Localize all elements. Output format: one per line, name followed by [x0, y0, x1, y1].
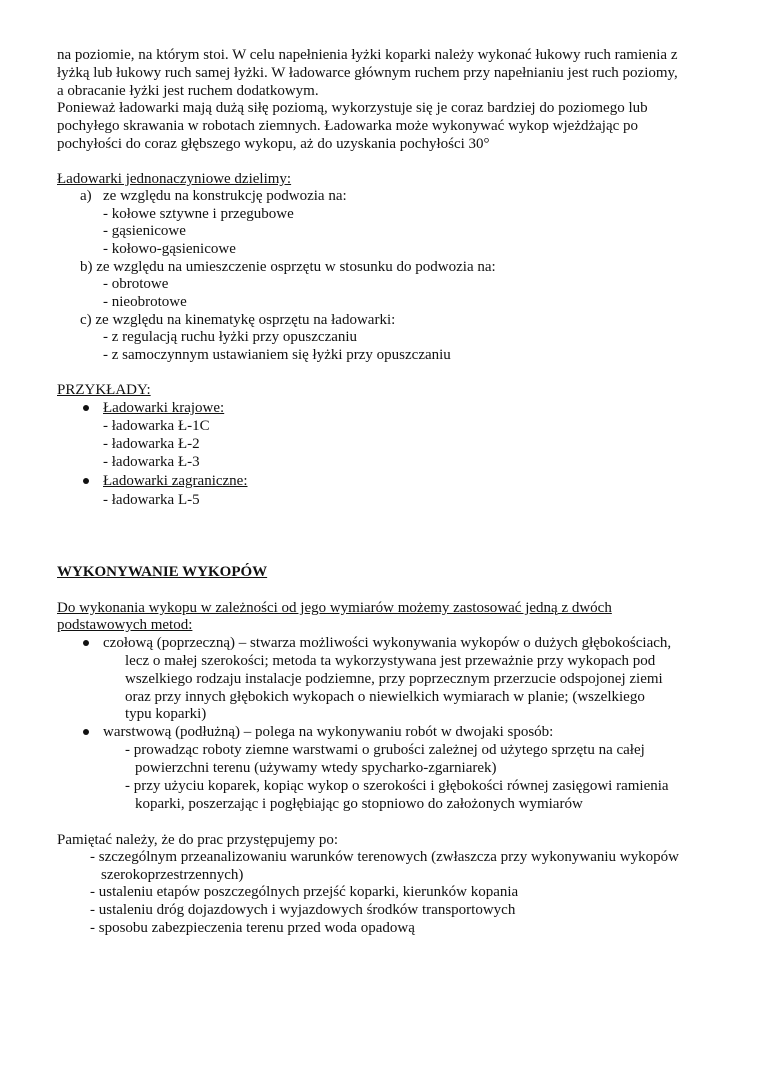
list-item: - gąsienicowe — [103, 223, 186, 239]
intro-line: a obracanie łyżki jest ruchem dodatkowym. — [57, 83, 319, 99]
layered-method-line: - prowadząc roboty ziemne warstwami o grubości zależnej od użytego sprzętu na całej — [125, 742, 645, 758]
examples-heading: PRZYKŁADY: — [57, 382, 151, 398]
list-item: - kołowo-gąsienicowe — [103, 241, 236, 257]
bullet-icon — [83, 729, 89, 735]
frontal-method-line: czołową (poprzeczną) – stwarza możliwości wykonywania wykopów o dużych głębokościach, — [103, 635, 672, 651]
layered-method-label: warstwową (podłużną) – polega na wykonywaniu robót w dwojaki sposób: — [103, 724, 554, 740]
section-heading: WYKONYWANIE WYKOPÓW — [57, 564, 268, 580]
layered-method-line: koparki, poszerzając i pogłębiając go stopniowo do założonych wymiarów — [135, 796, 583, 812]
excavation-intro-line: podstawowych metod: — [57, 617, 193, 633]
list-item: - ładowarka Ł-1C — [103, 418, 210, 434]
list-item: - nieobrotowe — [103, 294, 187, 310]
frontal-method-line: lecz o małej szerokości; metoda ta wykorzystywana jest przeważnie przy wykopach pod — [125, 653, 656, 669]
layered-method-line: powierzchni terenu (używamy wtedy spycharko-zgarniarek) — [135, 760, 497, 776]
list-item: - szczególnym przeanalizowaniu warunków terenowych (zwłaszcza przy wykonywaniu wykopów — [90, 849, 679, 865]
intro-line: na poziomie, na którym stoi. W celu napełnienia łyżki koparki należy wykonać łukowy ruch ramienia z — [57, 47, 678, 63]
list-item: - sposobu zabezpieczenia terenu przed woda opadową — [90, 920, 415, 936]
classification-a-label: ze względu na konstrukcję podwozia na: — [103, 188, 347, 204]
bullet-icon — [83, 640, 89, 646]
layered-method-line: - przy użyciu koparek, kopiąc wykop o szerokości i głębokości równej zasięgowi ramienia — [125, 778, 669, 794]
intro-line: łyżką lub łukowy ruch samej łyżki. W ładowarce głównym ruchem przy napełnianiu jest ruch poziomy, — [57, 65, 678, 81]
list-item: - ustaleniu etapów poszczególnych przejść koparki, kierunków kopania — [90, 884, 519, 900]
intro-line: Ponieważ ładowarki mają dużą siłę poziomą, wykorzystuje się je coraz bardziej do poziomego lub — [57, 100, 648, 116]
frontal-method-line: oraz przy innych głębokich wykopach o niewielkich wymiarach w planie; (wszelkiego — [125, 689, 645, 705]
list-item: - kołowe sztywne i przegubowe — [103, 206, 294, 222]
list-item: szerokoprzestrzennych) — [101, 867, 244, 883]
list-item: - ładowarka Ł-2 — [103, 436, 200, 452]
foreign-label: Ładowarki zagraniczne: — [103, 473, 248, 489]
bullet-icon — [83, 405, 89, 411]
list-item: - obrotowe — [103, 276, 169, 292]
frontal-method-line: typu koparki) — [125, 706, 207, 722]
classification-heading: Ładowarki jednonaczyniowe dzielimy: — [57, 171, 292, 187]
intro-line: pochyłości do coraz głębszego wykopu, aż do uzyskania pochyłości 30° — [57, 136, 490, 152]
bullet-icon — [83, 478, 89, 484]
intro-line: pochyłego skrawania w robotach ziemnych. Ładowarka może wykonywać wykop wjeżdżając po — [57, 118, 639, 134]
excavation-intro-line: Do wykonania wykopu w zależności od jego wymiarów możemy zastosować jedną z dwóch — [57, 600, 612, 616]
frontal-method-line: wszelkiego rodzaju instalacje podziemne, przy poprzecznym przerzucie odspojonej ziemi — [125, 671, 663, 687]
domestic-label: Ładowarki krajowe: — [103, 400, 225, 416]
list-item: - z regulacją ruchu łyżki przy opuszczaniu — [103, 329, 358, 345]
list-item: - z samoczynnym ustawianiem się łyżki przy opuszczaniu — [103, 347, 451, 363]
classification-b-label: b) ze względu na umieszczenie osprzętu w stosunku do podwozia na: — [80, 259, 496, 275]
list-marker-a: a) — [80, 188, 92, 204]
list-item: - ustaleniu dróg dojazdowych i wyjazdowych środków transportowych — [90, 902, 516, 918]
remember-heading: Pamiętać należy, że do prac przystępujemy po: — [57, 832, 338, 848]
classification-c-label: c) ze względu na kinematykę osprzętu na ładowarki: — [80, 312, 396, 328]
list-item: - ładowarka L-5 — [103, 492, 200, 508]
list-item: - ładowarka Ł-3 — [103, 454, 200, 470]
